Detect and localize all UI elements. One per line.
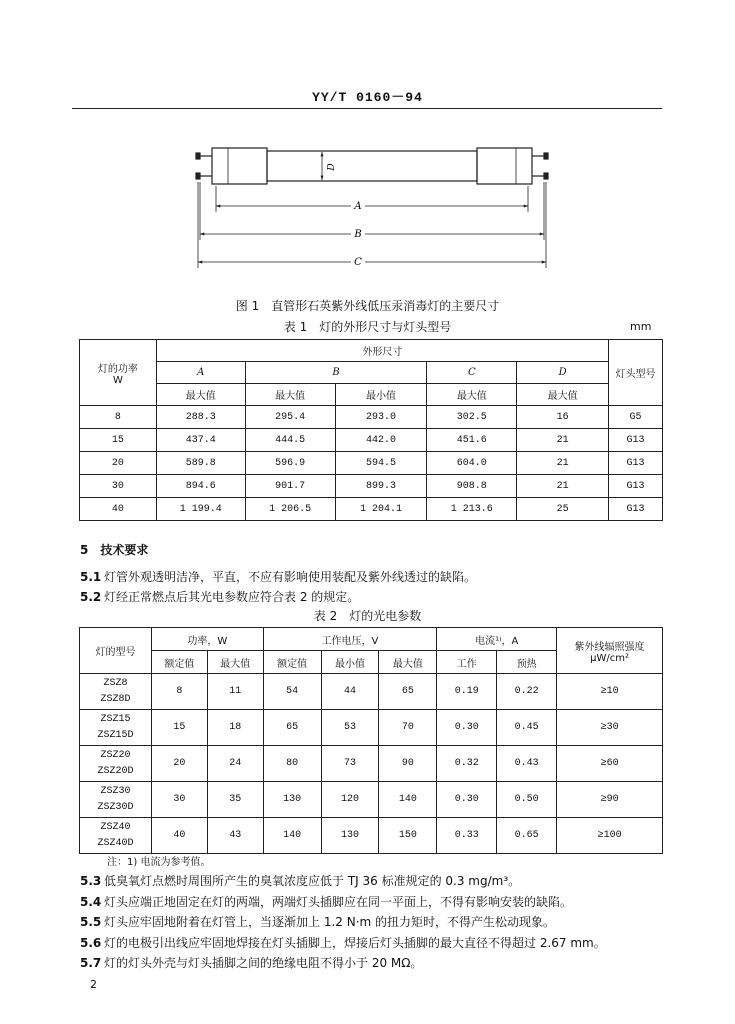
table-row: 15 437.4 444.5 442.0 451.6 21 G13 bbox=[80, 429, 663, 452]
t2-head-max: 最大值 bbox=[379, 651, 437, 674]
t1-head-max: 最大值 bbox=[156, 384, 245, 406]
table-row: 8 288.3 295.4 293.0 302.5 16 G5 bbox=[80, 406, 663, 429]
para-5-5: 5.5 灯头应牢固地附着在灯管上，当逐渐加上 1.2 N·m 的扭力矩时，不得产生松动现象。 bbox=[80, 915, 556, 929]
table1-caption: 表 1 灯的外形尺寸与灯头型号 bbox=[283, 320, 452, 334]
t1-head-min: 最小值 bbox=[335, 384, 427, 406]
left-pins bbox=[196, 153, 212, 179]
t2-head-uv: 紫外线辐照强度 μW/cm² bbox=[557, 628, 663, 674]
page-number: 2 bbox=[90, 978, 97, 991]
dim-b-label: B bbox=[354, 229, 362, 240]
t2-head-min: 最小值 bbox=[321, 651, 379, 674]
t2-head-model: 灯的型号 bbox=[80, 628, 152, 674]
right-pins bbox=[532, 153, 548, 179]
t2-head-work: 工作 bbox=[437, 651, 497, 674]
table-row: ZSZ15 ZSZ15D 15 18 65 53 70 0.30 0.45 ≥30 bbox=[80, 710, 663, 746]
t2-head-power: 功率，W bbox=[151, 628, 263, 651]
table2-caption: 表 2 灯的光电参数 bbox=[313, 609, 422, 623]
table-row: ZSZ30 ZSZ30D 30 35 130 120 140 0.30 0.50 ≥90 bbox=[80, 782, 663, 818]
table1 bbox=[79, 339, 663, 521]
tube bbox=[267, 151, 477, 181]
table-row: 30 894.6 901.7 899.3 908.8 21 G13 bbox=[80, 475, 663, 498]
t1-head-c: C bbox=[427, 362, 517, 384]
table-row: 40 1 199.4 1 206.5 1 204.1 1 213.6 25 G13 bbox=[80, 498, 663, 521]
table-row: 20 589.8 596.9 594.5 604.0 21 G13 bbox=[80, 452, 663, 475]
t1-head-d: D bbox=[517, 362, 609, 384]
para-5-2: 5.2 灯经正常燃点后其光电参数应符合表 2 的规定。 bbox=[80, 590, 360, 604]
lamp-figure bbox=[0, 0, 735, 300]
para-5-1: 5.1 灯管外观透明洁净，平直，不应有影响使用装配及紫外线透过的缺陷。 bbox=[80, 570, 477, 584]
t1-head-max: 最大值 bbox=[517, 384, 609, 406]
t1-head-max: 最大值 bbox=[427, 384, 517, 406]
para-5-7: 5.7 灯的灯头外壳与灯头插脚之间的绝缘电阻不得小于 20 MΩ。 bbox=[80, 956, 423, 970]
table1-unit: mm bbox=[630, 320, 652, 333]
right-cap bbox=[477, 148, 532, 184]
t1-head-a: A bbox=[156, 362, 245, 384]
t2-head-voltage: 工作电压，V bbox=[263, 628, 437, 651]
t2-head-rated: 额定值 bbox=[151, 651, 207, 674]
table-row: ZSZ40 ZSZ40D 40 43 140 130 150 0.33 0.65 ≥100 bbox=[80, 818, 663, 854]
t2-head-current: 电流¹⁾，A bbox=[437, 628, 557, 651]
left-cap bbox=[212, 148, 267, 184]
t1-head-base: 灯头型号 bbox=[609, 340, 663, 406]
t1-head-power: 灯的功率 W bbox=[80, 340, 157, 406]
section-heading: 5 技术要求 bbox=[80, 543, 149, 557]
figure-caption: 图 1 直管形石英紫外线低压汞消毒灯的主要尺寸 bbox=[235, 299, 500, 313]
para-5-3: 5.3 低臭氧灯点燃时周围所产生的臭氧浓度应低于 TJ 36 标准规定的 0.3 mg/m³。 bbox=[80, 874, 521, 888]
para-5-6: 5.6 灯的电极引出线应牢固地焊接在灯头插脚上，焊接后灯头插脚的最大直径不得超过 2.67 mm。 bbox=[80, 936, 606, 950]
table-row: ZSZ8 ZSZ8D 8 11 54 44 65 0.19 0.22 ≥10 bbox=[80, 674, 663, 710]
table2-note: 注：1) 电流为参考值。 bbox=[107, 857, 211, 868]
standard-code: YY/T 0160－94 bbox=[312, 90, 423, 105]
t1-head-b: B bbox=[245, 362, 427, 384]
dim-d-label: D bbox=[327, 163, 337, 171]
t1-head-dimensions: 外形尺寸 bbox=[156, 340, 608, 362]
table2 bbox=[79, 627, 663, 854]
t2-head-max: 最大值 bbox=[207, 651, 263, 674]
table-row: ZSZ20 ZSZ20D 20 24 80 73 90 0.32 0.43 ≥60 bbox=[80, 746, 663, 782]
dim-a-label: A bbox=[354, 201, 362, 212]
t2-head-preheat: 预热 bbox=[497, 651, 557, 674]
dim-c-label: C bbox=[354, 257, 362, 268]
t1-head-max: 最大值 bbox=[245, 384, 335, 406]
para-5-4: 5.4 灯头应端正地固定在灯的两端，两端灯头插脚应在同一平面上，不得有影响安装的缺陷。 bbox=[80, 895, 573, 909]
t2-head-rated: 额定值 bbox=[263, 651, 321, 674]
